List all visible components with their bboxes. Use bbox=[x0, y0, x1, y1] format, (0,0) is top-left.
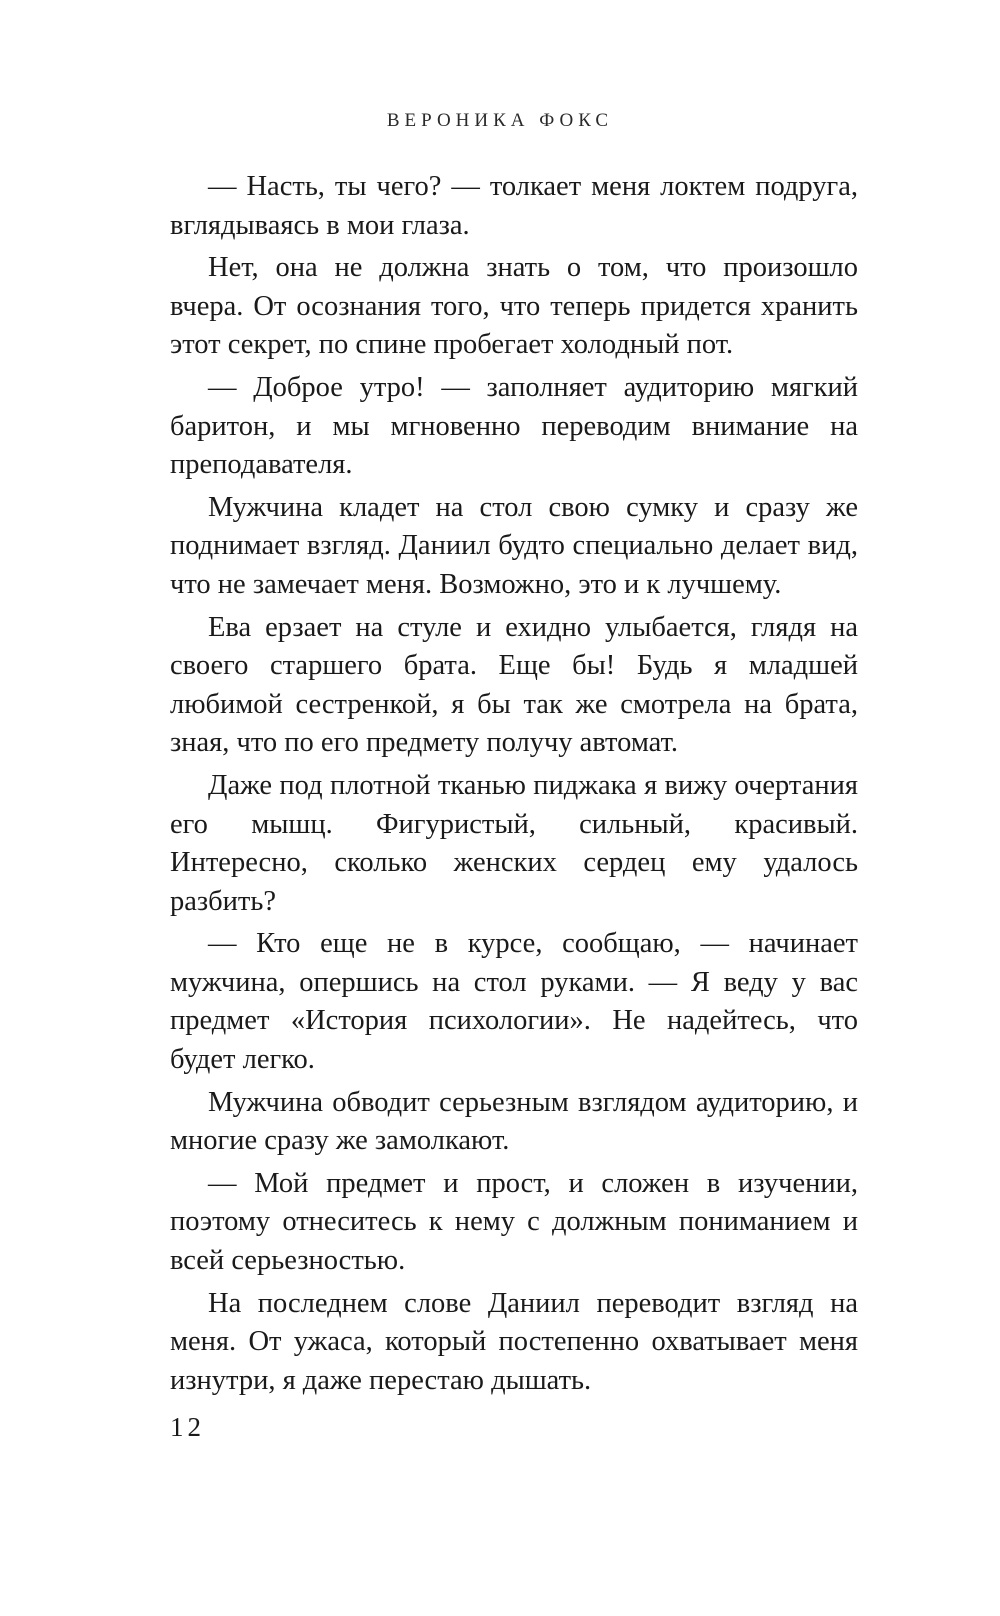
paragraph: — Доброе утро! — заполняет аудиторию мягкий баритон, и мы мгновенно переводим внимание на преподавателя. bbox=[170, 371, 858, 481]
paragraph: — Насть, ты чего? — толкает меня локтем подруга, вглядываясь в мои глаза. bbox=[170, 171, 858, 241]
body-text bbox=[170, 168, 858, 1404]
paragraph: Ева ерзает на стуле и ехидно улыбается, глядя на своего старшего брата. Еще бы! Будь я младшей любимой сестренкой, я бы так же смотрела на брата, зная, что по его предмету получу автомат. bbox=[170, 611, 858, 759]
paragraph: Даже под плотной тканью пиджака я вижу очертания его мышц. Фигуристый, сильный, красивый. Интересно, сколько женских сердец ему удалось разбить? bbox=[170, 769, 858, 917]
page-number: 12 bbox=[170, 1412, 205, 1442]
running-head: ВЕРОНИКА ФОКС bbox=[386, 110, 614, 131]
paragraph: На последнем слове Даниил переводит взгляд на меня. От ужаса, который постепенно охватывает меня изнутри, я даже перестаю дышать. bbox=[170, 1287, 858, 1396]
paragraph: — Мой предмет и прост, и сложен в изучении, поэтому отнеситесь к нему с должным пониманием и всей серьезностью. bbox=[170, 1167, 858, 1277]
paragraph: — Кто еще не в курсе, сообщаю, — начинает мужчина, опершись на стол руками. — Я веду у вас предмет «История психологии». Не надейтесь, что будет легко. bbox=[170, 928, 858, 1076]
paragraph: Мужчина кладет на стол свою сумку и сразу же поднимает взгляд. Даниил будто специально делает вид, что не замечает меня. Возможно, это и к лучшему. bbox=[170, 491, 858, 600]
paragraph: Мужчина обводит серьезным взглядом аудиторию, и многие сразу же замолкают. bbox=[170, 1086, 858, 1157]
paragraph: Нет, она не должна знать о том, что произошло вчера. От осознания того, что теперь придется хранить этот секрет, по спине пробегает холодный пот. bbox=[170, 252, 858, 361]
